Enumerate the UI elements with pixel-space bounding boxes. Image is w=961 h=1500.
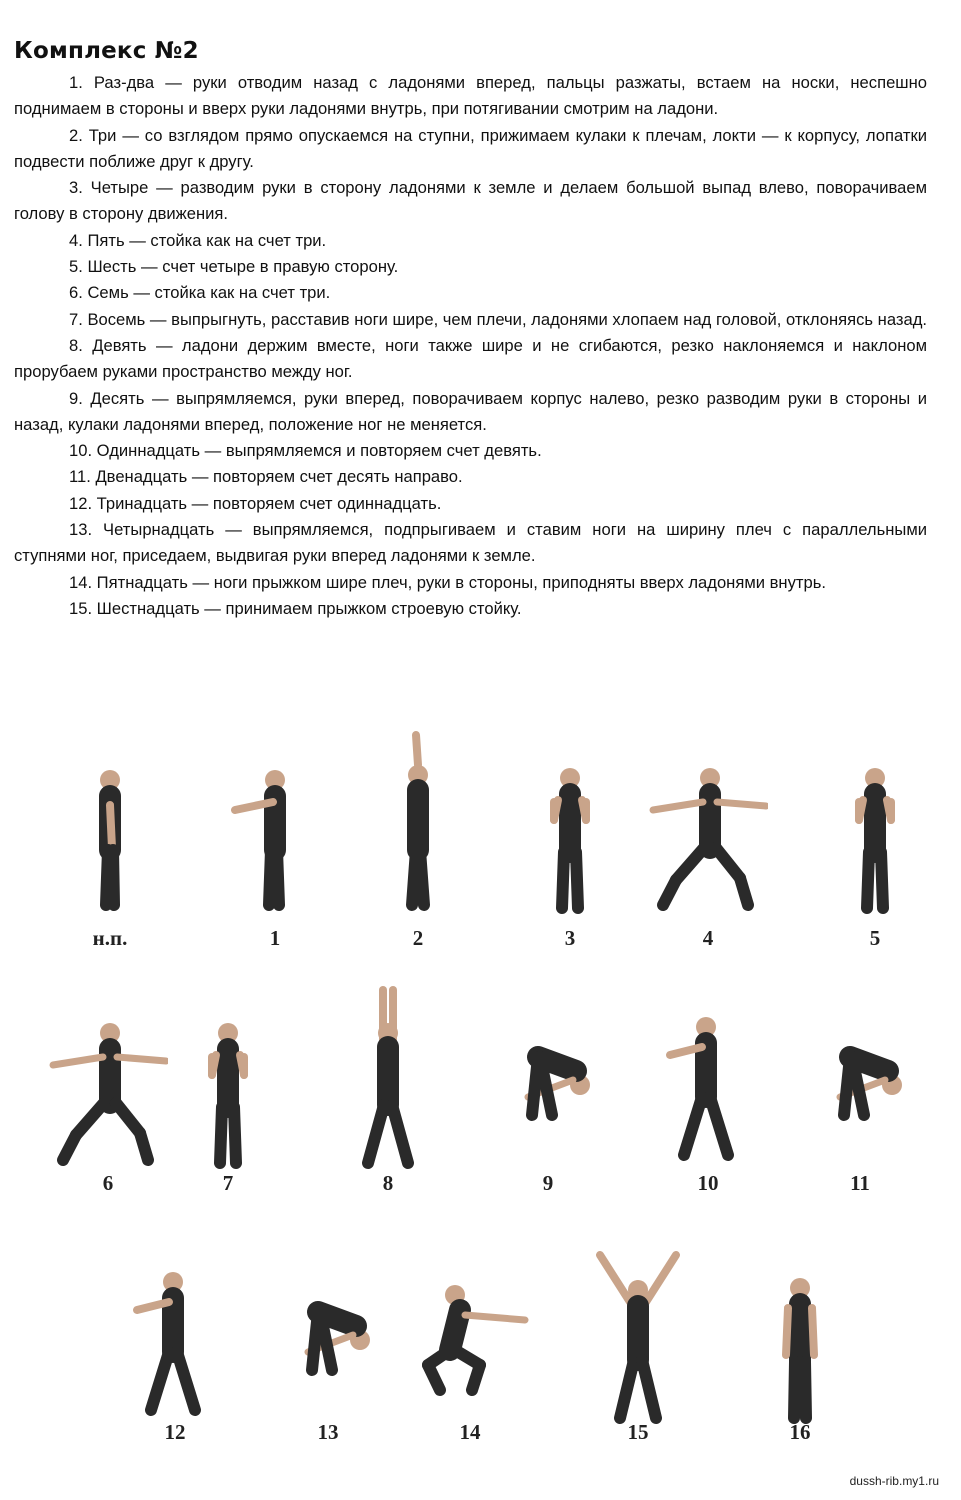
figure-label: 2 <box>412 926 424 950</box>
exercise-steps <box>14 70 927 622</box>
figure <box>328 985 448 1235</box>
figure-row-3 <box>0 1240 961 1490</box>
exercise-figure-stand-front <box>740 1240 860 1425</box>
exercise-figure-fists-shoulders <box>510 730 630 915</box>
exercise-figure-bend-forward <box>800 985 920 1170</box>
exercise-figure-arms-v <box>578 1240 698 1425</box>
exercise-figure-twist-arm <box>648 985 768 1170</box>
exercise-figure-stand-side <box>50 730 170 915</box>
figure <box>410 1240 530 1490</box>
figure-label: 14 <box>459 1420 481 1444</box>
step-7: 7. Восемь — выпрыгнуть, расставив ноги шире, чем плечи, ладонями хлопаем над головой, отклоняясь назад. <box>69 309 927 329</box>
figure <box>50 730 170 980</box>
exercise-figure-lunge-arms-out <box>648 730 768 915</box>
figure-label: 7 <box>222 1171 234 1195</box>
exercise-figure-fists-shoulders <box>815 730 935 915</box>
exercise-figure-lunge-arms-out <box>48 985 168 1170</box>
figure <box>215 730 335 980</box>
step-6: 6. Семь — стойка как на счет три. <box>69 283 331 303</box>
step-5: 5. Шесть — счет четыре в правую сторону. <box>69 257 399 277</box>
step-1: 1. Раз-два — руки отводим назад с ладонями вперед, пальцы разжаты, встаем на носки, неспешно поднимаем в стороны и вверх руки ладонями внутрь, при потягивании смотрим на ладони. <box>14 73 927 119</box>
exercise-figure-fists-shoulders <box>168 985 288 1170</box>
watermark: dussh-rib.my1.ru <box>849 1474 939 1488</box>
step-14: 14. Пятнадцать — ноги прыжком шире плеч, руки в стороны, приподняты вверх ладонями внутрь. <box>69 572 826 592</box>
figure-row-2 <box>0 985 961 1235</box>
figure <box>800 985 920 1235</box>
exercise-figure-bend-forward <box>268 1240 388 1425</box>
figure <box>510 730 630 980</box>
figure <box>48 985 168 1235</box>
figure-row-1 <box>0 730 961 980</box>
page-title: Комплекс №2 <box>14 38 199 64</box>
figure-label: 16 <box>789 1420 811 1444</box>
step-13: 13. Четырнадцать — выпрямляемся, подпрыгиваем и ставим ноги на ширину плеч с параллельными ступнями ног, приседаем, выдвигая руки вперед ладонями к земле. <box>14 520 927 566</box>
figure-label: 8 <box>382 1171 394 1195</box>
figure-label: 11 <box>850 1171 870 1195</box>
step-8: 8. Девять — ладони держим вместе, ноги также шире и не сгибаются, резко наклоняемся и наклоном прорубаем руками пространство между ног. <box>14 335 927 382</box>
figure-label: н.п. <box>92 926 128 950</box>
figure-label: 12 <box>164 1420 186 1444</box>
figure <box>578 1240 698 1490</box>
figure <box>115 1240 235 1490</box>
figure-label: 6 <box>102 1171 114 1195</box>
step-15: 15. Шестнадцать — принимаем прыжком строевую стойку. <box>69 598 522 618</box>
step-3: 3. Четыре — разводим руки в сторону ладонями к земле и делаем большой выпад влево, поворачиваем голову в сторону движения. <box>14 178 927 224</box>
exercise-figure-arms-up-clap <box>328 985 448 1170</box>
figure <box>740 1240 860 1490</box>
figure-label: 4 <box>702 926 714 950</box>
figure <box>648 985 768 1235</box>
exercise-figure-arms-up-side <box>358 730 478 915</box>
step-12: 12. Тринадцать — повторяем счет одиннадцать. <box>69 493 442 513</box>
exercise-figure-twist-arm <box>115 1240 235 1425</box>
step-11: 11. Двенадцать — повторяем счет десять направо. <box>69 467 463 487</box>
exercise-figure-squat-arms-forward <box>410 1240 530 1425</box>
exercise-figure-bend-forward <box>488 985 608 1170</box>
figure <box>815 730 935 980</box>
step-9: 9. Десять — выпрямляемся, руки вперед, поворачиваем корпус налево, резко разводим руки в стороны и назад, кулаки ладонями вперед, положение ног не меняется. <box>14 388 927 434</box>
figure <box>488 985 608 1235</box>
figure <box>358 730 478 980</box>
figure-label: 10 <box>697 1171 719 1195</box>
figure-label: 9 <box>542 1171 554 1195</box>
figure <box>648 730 768 980</box>
figure-label: 5 <box>869 926 881 950</box>
figure <box>168 985 288 1235</box>
step-10: 10. Одиннадцать — выпрямляемся и повторяем счет девять. <box>69 441 542 461</box>
exercise-figure-arms-forward-side <box>215 730 335 915</box>
figure-label: 1 <box>269 926 281 950</box>
step-2: 2. Три — со взглядом прямо опускаемся на ступни, прижимаем кулаки к плечам, локти — к корпусу, лопатки подвести поближе друг к другу. <box>14 125 927 171</box>
figure-label: 13 <box>317 1420 339 1444</box>
step-4: 4. Пять — стойка как на счет три. <box>69 230 327 250</box>
figure-label: 3 <box>564 926 576 950</box>
figure-label: 15 <box>627 1420 649 1444</box>
figure <box>268 1240 388 1490</box>
